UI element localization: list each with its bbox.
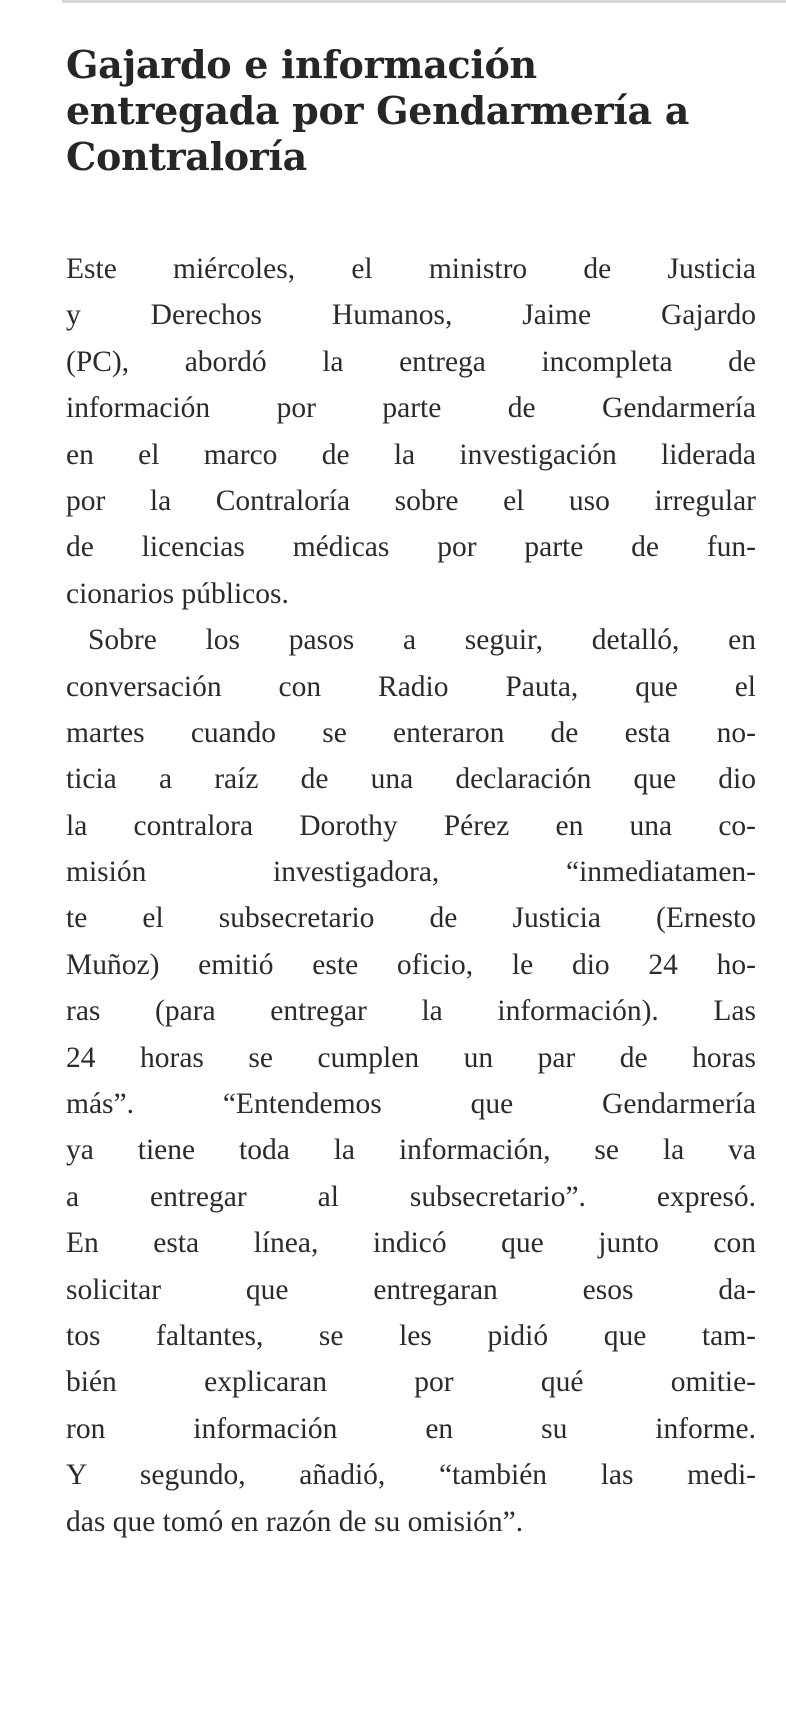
text-line: de licencias médicas por parte de fun- <box>66 531 756 564</box>
article-headline <box>66 42 756 180</box>
text-line: en el marco de la investigación liderada <box>66 438 756 471</box>
text-line: te el subsecretario de Justicia (Ernesto <box>66 902 756 935</box>
text-line: ya tiene toda la información, se la va <box>66 1134 756 1167</box>
headline-line: entregada por Gendarmería a <box>66 88 690 133</box>
text-line: tos faltantes, se les pidió que tam- <box>66 1319 756 1352</box>
text-line: a entregar al subsecretario”. expresó. <box>66 1180 756 1213</box>
text-line: la contralora Dorothy Pérez en una co- <box>66 809 756 842</box>
news-article <box>66 42 756 1545</box>
text-line: información por parte de Gendarmería <box>66 392 756 425</box>
article-body <box>66 246 756 1545</box>
text-line: cionarios públicos. <box>66 577 289 610</box>
text-line: (PC), abordó la entrega incompleta de <box>66 345 756 378</box>
article-paragraph-2 <box>66 617 756 1545</box>
headline-line: Contraloría <box>66 134 307 179</box>
text-line: ras (para entregar la información). Las <box>66 995 756 1028</box>
text-line: y Derechos Humanos, Jaime Gajardo <box>66 299 756 332</box>
top-divider <box>62 0 786 3</box>
headline-line: Gajardo e información <box>66 42 537 87</box>
text-line: Muñoz) emitió este oficio, le dio 24 ho- <box>66 948 756 981</box>
text-line: solicitar que entregaran esos da- <box>66 1273 756 1306</box>
text-line: misión investigadora, “inmediatamen- <box>66 856 756 889</box>
text-line: martes cuando se enteraron de esta no- <box>66 716 756 749</box>
text-line: Este miércoles, el ministro de Justicia <box>66 253 756 285</box>
text-line: Y segundo, añadió, “también las medi- <box>66 1459 756 1492</box>
text-line: ticia a raíz de una declaración que dio <box>66 763 756 796</box>
text-line: En esta línea, indicó que junto con <box>66 1227 756 1260</box>
text-line: bién explicaran por qué omitie- <box>66 1366 756 1399</box>
text-line: conversación con Radio Pauta, que el <box>66 670 756 703</box>
text-line: 24 horas se cumplen un par de horas <box>66 1041 756 1074</box>
article-paragraph-1 <box>66 246 756 617</box>
text-line: más”. “Entendemos que Gendarmería <box>66 1088 756 1121</box>
text-line: por la Contraloría sobre el uso irregular <box>66 484 756 517</box>
text-line: ron información en su informe. <box>66 1412 756 1445</box>
text-line: Sobre los pasos a seguir, detalló, en <box>88 624 756 657</box>
text-line: das que tomó en razón de su omisión”. <box>66 1505 524 1538</box>
